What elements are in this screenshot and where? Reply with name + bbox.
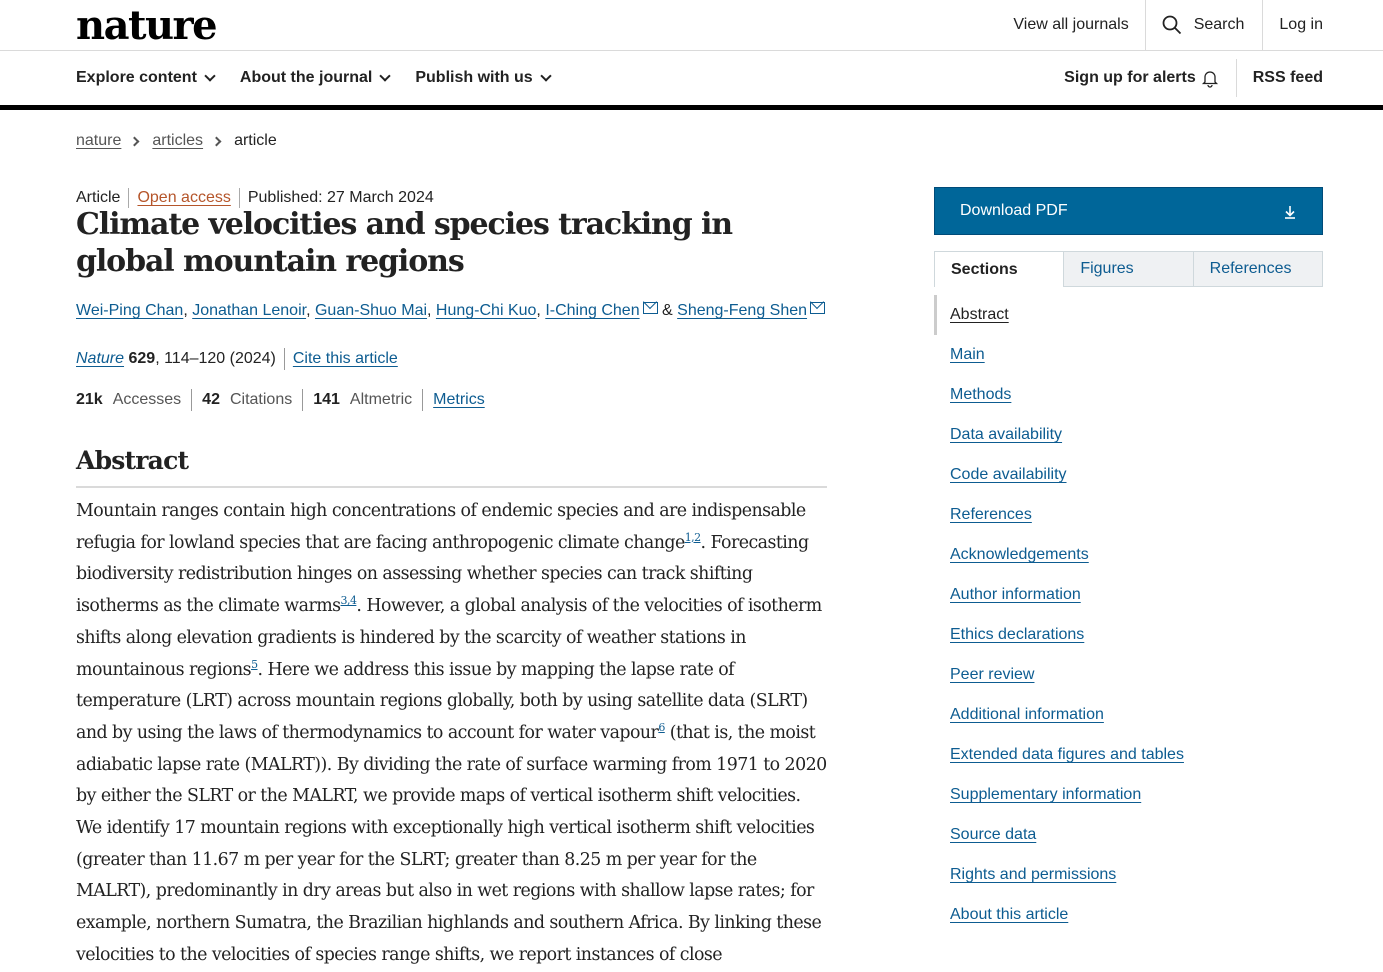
nav-menus (76, 51, 550, 105)
section-link-references[interactable]: References (950, 506, 1032, 523)
divider (284, 348, 285, 370)
breadcrumb-nature[interactable]: nature (76, 132, 122, 149)
reference-link[interactable]: 6 (658, 721, 665, 735)
article-metrics (76, 389, 485, 411)
download-pdf-button[interactable] (934, 187, 1323, 235)
publish-with-us-label: Publish with us (415, 69, 533, 86)
open-access-link[interactable]: Open access (137, 189, 231, 206)
section-link-supplementary-information[interactable]: Supplementary information (950, 786, 1142, 803)
abstract-text-part: Mountain ranges contain high concentrations of endemic species and are indispensable refugia for lowland species that are facing anthropogenic climate change (76, 501, 806, 553)
main-nav (0, 51, 1383, 105)
download-icon (1284, 205, 1296, 219)
author-link[interactable]: Guan-Shuo Mai (314, 302, 428, 319)
citations-count: 42 (202, 391, 220, 408)
nature-logo[interactable]: nature (76, 2, 217, 49)
abstract-text (76, 496, 828, 972)
divider (239, 188, 240, 208)
section-link-main[interactable]: Main (950, 346, 985, 363)
article-meta (76, 188, 434, 208)
abstract-text-part: . Forecasting biodiversity redistribution hinges on assessing whether species can track shifting isotherms as the climate warms (76, 532, 809, 617)
tab-references[interactable]: References (1193, 252, 1322, 287)
section-link-code-availability[interactable]: Code availability (950, 466, 1067, 483)
reference-link[interactable]: 3,4 (340, 594, 357, 608)
sign-up-alerts-link[interactable] (1048, 69, 1236, 87)
section-link-acknowledgements[interactable]: Acknowledgements (950, 546, 1089, 563)
pages: , 114–120 (2024) (155, 350, 276, 367)
section-link-data-availability[interactable]: Data availability (950, 426, 1063, 443)
author-link[interactable]: I-Ching Chen (545, 302, 640, 319)
email-icon[interactable] (810, 302, 825, 314)
about-journal-menu[interactable] (240, 69, 389, 87)
abstract-text-part: . However, a global analysis of the velocities of isotherm shifts along elevation gradients is hindered by the scarcity of weather stations in mountainous regions (76, 596, 822, 680)
breadcrumb-articles[interactable]: articles (152, 132, 204, 149)
accesses-label: Accesses (112, 391, 182, 408)
citations-label: Citations (229, 391, 293, 408)
cite-this-article-link[interactable]: Cite this article (292, 350, 398, 367)
rss-feed-link[interactable]: RSS feed (1252, 69, 1323, 86)
section-link-peer-review[interactable]: Peer review (950, 666, 1035, 683)
reference-link[interactable]: 1,2 (684, 530, 701, 544)
author-link[interactable]: Hung-Chi Kuo (435, 302, 537, 319)
author-link[interactable]: Jonathan Lenoir (192, 302, 307, 319)
divider (128, 188, 129, 208)
abstract-heading: Abstract (76, 446, 189, 475)
chevron-down-icon (204, 70, 215, 81)
altmetric-label: Altmetric (349, 391, 413, 408)
section-link-author-information[interactable]: Author information (950, 586, 1081, 603)
alerts-label: Sign up for alerts (1064, 69, 1196, 86)
accesses-count: 21k (76, 391, 103, 408)
metrics-link[interactable]: Metrics (433, 391, 485, 408)
download-pdf-label: Download PDF (960, 202, 1068, 219)
divider (302, 389, 303, 411)
search-button[interactable] (1146, 0, 1263, 50)
citation-line (76, 348, 398, 370)
search-icon (1162, 15, 1182, 35)
journal-link[interactable]: Nature (76, 350, 125, 367)
divider (191, 389, 192, 411)
publish-with-us-menu[interactable] (415, 69, 549, 87)
sections-list (934, 295, 1323, 935)
author-link[interactable]: Wei-Ping Chan (76, 302, 184, 319)
divider (422, 389, 423, 411)
log-in-link[interactable]: Log in (1279, 16, 1323, 33)
email-icon[interactable] (643, 302, 658, 314)
volume: 629 (128, 350, 156, 367)
tab-sections[interactable]: Sections (935, 252, 1063, 287)
tab-figures[interactable]: Figures (1063, 252, 1192, 287)
abstract-text-part: . Here we address this issue by mapping the lapse rate of temperature (LRT) across mountain regions globally, both by using satellite data (SLRT) and by using the laws of thermodynamics to account for water vapour (76, 659, 808, 743)
top-header (0, 0, 1383, 51)
section-link-abstract[interactable]: Abstract (950, 306, 1009, 323)
about-journal-label: About the journal (239, 69, 373, 86)
author-list: Wei-Ping Chan, Jonathan Lenoir, Guan-Shuo Mai, Hung-Chi Kuo, I-Ching Chen & Sheng-Feng Shen (76, 302, 825, 320)
bell-icon (1202, 70, 1218, 87)
header-rule (0, 105, 1383, 110)
breadcrumb (76, 132, 277, 150)
author-link[interactable]: Sheng-Feng Shen (677, 302, 808, 319)
article-title: Climate velocities and species tracking in global mountain regions (76, 207, 733, 279)
section-link-methods[interactable]: Methods (950, 386, 1012, 403)
header-actions (997, 0, 1383, 50)
chevron-right-icon (130, 136, 140, 146)
section-link-about-article[interactable]: About this article (950, 906, 1069, 923)
nav-actions (1048, 51, 1323, 105)
altmetric-count: 141 (313, 391, 340, 408)
section-link-source-data[interactable]: Source data (950, 826, 1037, 843)
view-all-journals-link[interactable]: View all journals (1013, 16, 1129, 33)
explore-content-menu[interactable] (76, 69, 214, 87)
chevron-down-icon (540, 70, 551, 81)
section-divider (76, 486, 827, 488)
article-type: Article (76, 189, 121, 206)
explore-content-label: Explore content (76, 69, 197, 86)
chevron-right-icon (212, 136, 222, 146)
chevron-down-icon (380, 70, 391, 81)
section-link-additional-information[interactable]: Additional information (950, 706, 1104, 723)
sidebar-tabs (934, 251, 1323, 287)
reference-link[interactable]: 5 (251, 657, 258, 671)
breadcrumb-current: article (234, 132, 277, 149)
abstract-text-part: (that is, the moist adiabatic lapse rate (MALRT)). By dividing the rate of surface warming from 1971 to 2020 by either the SLRT or the MALRT, we provide maps of vertical isotherm shift velocities. We identify 17 mountain regions with exceptionally high vertical isotherm shift velocities (greater than 11.67 m per year for the SLRT; greater than 8.25 m per year for the MALRT), predominantly in dry areas but also in wet regions with shallow lapse rates; for example, northern Sumatra, the Brazilian highlands and southern Africa. By linking these velocities to the velocities of species range shifts, we report instances of close (76, 722, 827, 965)
active-section-indicator (934, 295, 937, 335)
section-link-ethics-declarations[interactable]: Ethics declarations (950, 626, 1085, 643)
published-date: Published: 27 March 2024 (247, 189, 434, 206)
search-label: Search (1193, 16, 1245, 33)
section-link-extended-data[interactable]: Extended data figures and tables (950, 746, 1184, 763)
section-link-rights-permissions[interactable]: Rights and permissions (950, 866, 1117, 883)
